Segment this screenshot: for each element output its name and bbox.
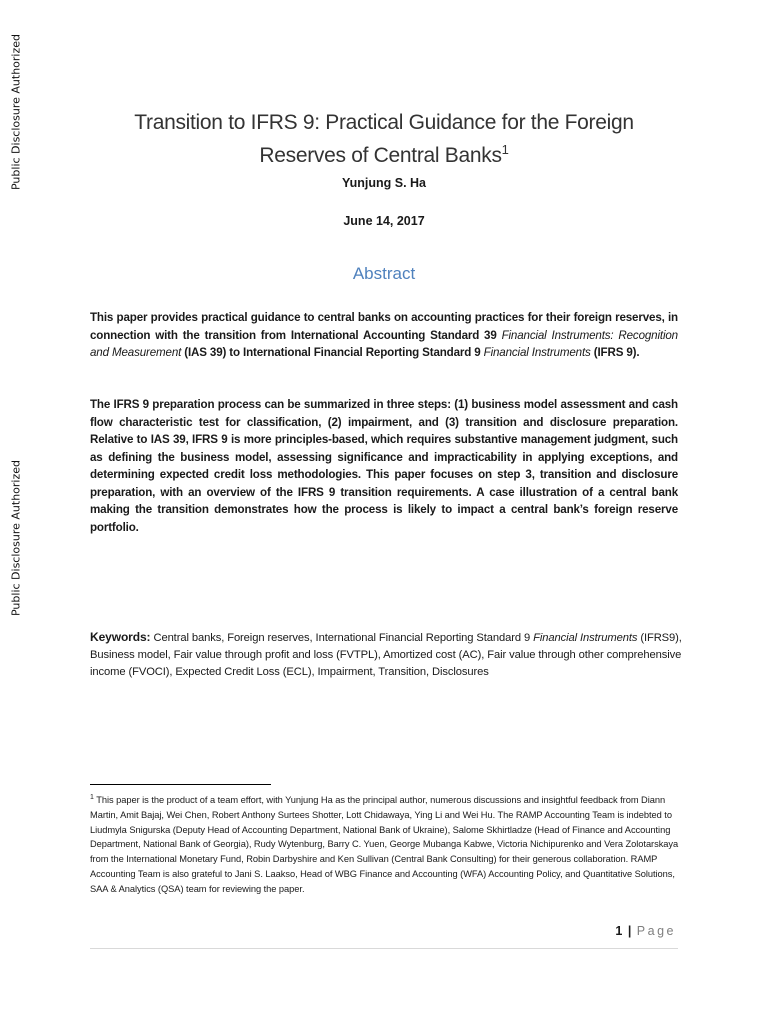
footnote-divider — [90, 784, 271, 785]
page-separator: | — [627, 924, 632, 938]
keywords-label: Keywords: — [90, 630, 151, 644]
disclosure-label-bottom: Public Disclosure Authorized — [9, 459, 23, 617]
abstract-p1-italic1: Financial Instruments: Recognition and Measurement — [90, 328, 678, 359]
keywords-part2: (IFRS9), Business model, Fair value through profit and loss (FVTPL), Amortized cost (AC), Fair value through other comprehensive income (FVOCI), Expected Credit Loss (ECL), Impairment, Transition, Disclosures — [90, 632, 682, 678]
title-line-2: Reserves of Central Banks — [259, 144, 502, 168]
publication-date: June 14, 2017 — [343, 214, 425, 228]
footnote-marker: 1 — [90, 793, 94, 801]
footer-divider — [90, 948, 678, 949]
disclosure-label-top: Public Disclosure Authorized — [9, 33, 23, 191]
abstract-paragraph-2: The IFRS 9 preparation process can be summarized in three steps: (1) business model assessment and cash flow characteristic test for classification, (2) impairment, and (3) transition and disclosure preparation. Relative to IAS 39, IFRS 9 is more principles-based, which requires substantive management judgment, such as defining the business model, assessing significance and impracticability in applying exceptions, and determining expected credit loss methodologies. This paper focuses on step 3, transition and disclosure preparation, with an overview of the IFRS 9 transition requirements. A case illustration of a central bank making the transition demonstrates how the process is likely to impact a central bank’s foreign reserve portfolio. — [90, 398, 678, 534]
abstract-p1-italic2: Financial Instruments — [483, 346, 591, 359]
paper-title — [90, 106, 678, 172]
title-footnote-marker[interactable]: 1 — [501, 142, 509, 158]
page-number: 1 — [615, 924, 623, 938]
title-line-1: Transition to IFRS 9: Practical Guidance for the Foreign — [134, 111, 634, 135]
page-word: Page — [636, 924, 676, 938]
abstract-heading: Abstract — [352, 264, 416, 283]
keywords-section — [90, 629, 682, 681]
footnote-text: This paper is the product of a team effort, with Yunjung Ha as the principal author, numerous discussions and insightful feedback from Diann Martin, Amit Bajaj, Wei Chen, Robert Anthony Surtees Shotter, Lott Chidawaya, Ying Li and Wei Hu. The RAMP Accounting Team is indebted to Liudmyla Snigurska (Deputy Head of Accounting Department, National Bank of Ukraine), Salome Skhirtladze (Head of Finance and Accounting Department, National Bank of Georgia), Rudy Wytenburg, Barry C. Yuen, George Mubanga Kabwe, Victoria Nichipurenko and Vera Zolotarskaya from the International Monetary Fund, Robin Darbyshire and Ken Sullivan (Central Bank Consulting) for their generous collaboration. RAMP Accounting Team is also grateful to Jani S. Laakso, Head of WBG Finance and Accounting (WFA) Accounting Policy, and Quantitative Solutions, SAA & Analytics (QSA) team for reviewing the paper. — [90, 795, 679, 894]
page-footer — [615, 924, 676, 938]
footnote — [90, 793, 682, 897]
abstract-p1-part1: This paper provides practical guidance to central banks on accounting practices for their foreign reserves, in connection with the transition from International Accounting Standard 39 — [90, 311, 678, 342]
abstract-paragraph-1 — [90, 309, 678, 362]
abstract-p1-part2: (IAS 39) to International Financial Reporting Standard 9 — [181, 346, 484, 359]
keywords-part1: Central banks, Foreign reserves, International Financial Reporting Standard 9 — [150, 632, 534, 644]
author-name: Yunjung S. Ha — [341, 176, 427, 190]
keywords-italic: Financial Instruments — [533, 632, 638, 644]
abstract-p1-part3: (IFRS 9). — [590, 346, 640, 359]
